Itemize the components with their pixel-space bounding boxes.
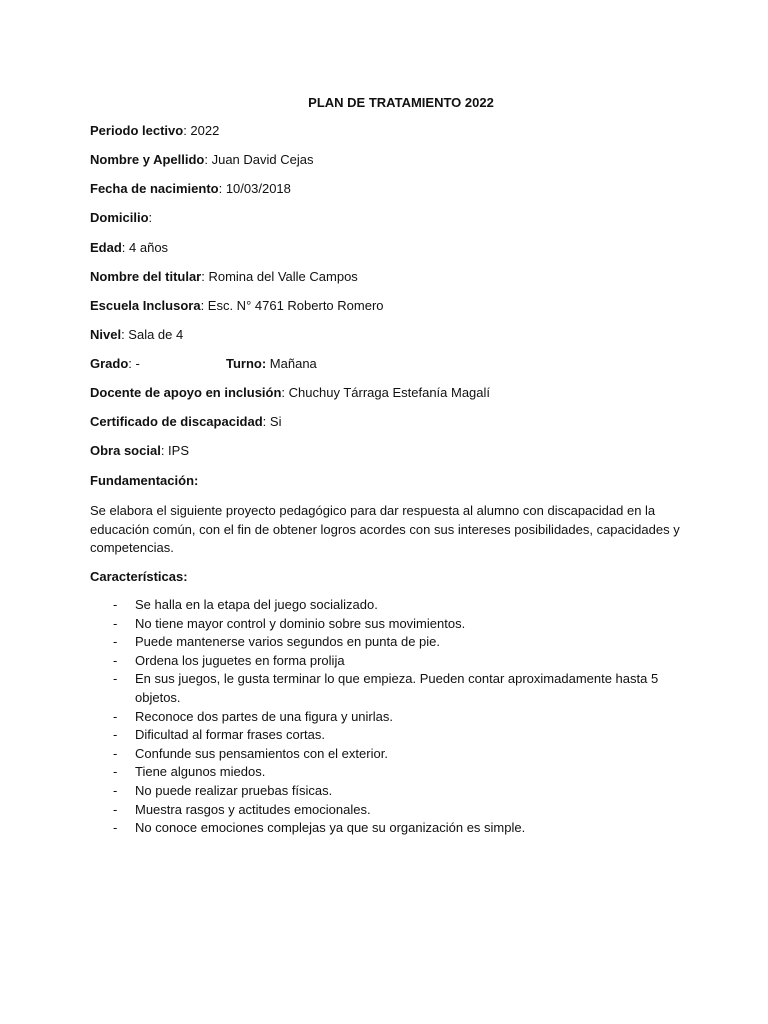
list-item — [90, 633, 680, 652]
field-label: Obra social — [90, 443, 161, 458]
dash-bullet: - — [113, 745, 118, 761]
field-label: Turno: — [226, 356, 267, 371]
fundamentacion-heading: Fundamentación: — [90, 473, 199, 488]
field-label: Nivel — [90, 327, 122, 342]
field-value: : — [148, 210, 153, 225]
dash-bullet: - — [113, 615, 118, 631]
caracteristicas-heading: Características: — [90, 569, 188, 584]
field-label: Docente de apoyo en inclusión — [90, 385, 282, 400]
field-turno — [226, 356, 317, 372]
field-grado — [90, 356, 140, 372]
field-docente-apoyo — [90, 385, 490, 401]
field-label: Grado — [90, 356, 129, 371]
list-item-text: Tiene algunos miedos. — [135, 764, 266, 780]
dash-bullet: - — [113, 708, 118, 724]
field-fecha-nacimiento — [90, 181, 291, 197]
field-label: Nombre del titular — [90, 269, 202, 284]
field-label: Periodo lectivo — [90, 123, 184, 138]
field-nivel — [90, 327, 183, 343]
field-value: : Si — [262, 414, 282, 429]
field-label: Edad — [90, 240, 122, 255]
list-item — [90, 726, 680, 745]
list-item-text: No conoce emociones complejas ya que su organización es simple. — [135, 820, 526, 836]
field-edad — [90, 240, 168, 256]
field-label: Domicilio — [90, 210, 149, 225]
field-value: : Sala de 4 — [121, 327, 184, 342]
list-item — [90, 782, 680, 801]
field-value: : 10/03/2018 — [218, 181, 291, 196]
document-title: PLAN DE TRATAMIENTO 2022 — [308, 95, 494, 110]
dash-bullet: - — [113, 801, 118, 817]
list-item — [90, 708, 680, 727]
list-item — [90, 763, 680, 782]
list-item — [90, 596, 680, 615]
field-value: : 2022 — [183, 123, 220, 138]
list-item-text: Puede mantenerse varios segundos en punta de pie. — [135, 634, 440, 650]
list-item-text: Dificultad al formar frases cortas. — [135, 727, 326, 743]
dash-bullet: - — [113, 727, 118, 743]
field-value: : Esc. N° 4761 Roberto Romero — [200, 298, 384, 313]
list-item — [90, 670, 680, 707]
list-item — [90, 819, 680, 838]
dash-bullet: - — [113, 820, 118, 836]
list-item-text: No tiene mayor control y dominio sobre sus movimientos. — [135, 615, 466, 631]
field-domicilio — [90, 210, 152, 226]
fundamentacion-text: Se elabora el siguiente proyecto pedagógico para dar respuesta al alumno con discapacidad en la educación común, con el fin de obtener logros acordes con sus intereses posibilidades, capacidades y competencias. — [90, 503, 680, 555]
list-item-text: Se halla en la etapa del juego socializado. — [135, 597, 378, 612]
list-item-text: Confunde sus pensamientos con el exterior. — [135, 745, 388, 761]
list-item — [90, 801, 680, 820]
list-item-text: Reconoce dos partes de una figura y unirlas. — [135, 708, 393, 724]
list-item — [90, 652, 680, 671]
dash-bullet: - — [113, 671, 118, 687]
list-item-text: Muestra rasgos y actitudes emocionales. — [135, 801, 371, 817]
field-nombre-apellido — [90, 152, 314, 168]
field-value: : Chuchuy Tárraga Estefanía Magalí — [281, 385, 491, 400]
field-value: Mañana — [266, 356, 317, 371]
field-obra-social — [90, 443, 189, 459]
list-item — [90, 745, 680, 764]
field-value: : Juan David Cejas — [204, 152, 314, 167]
dash-bullet: - — [113, 634, 118, 650]
field-label: Escuela Inclusora — [90, 298, 201, 313]
field-label: Fecha de nacimiento — [90, 181, 219, 196]
dash-bullet: - — [113, 652, 118, 668]
caracteristicas-list — [90, 596, 680, 838]
field-escuela-inclusora — [90, 298, 384, 314]
field-value: : Romina del Valle Campos — [201, 269, 358, 284]
list-item-text: Ordena los juguetes en forma prolija — [135, 652, 345, 668]
field-value: : IPS — [160, 443, 189, 458]
field-certificado-discapacidad — [90, 414, 281, 430]
dash-bullet: - — [113, 764, 118, 780]
field-label: Certificado de discapacidad — [90, 414, 263, 429]
list-item — [90, 615, 680, 634]
list-item-text: En sus juegos, le gusta terminar lo que empieza. Pueden contar aproximadamente hasta 5 objetos. — [135, 671, 659, 705]
list-item-text: No puede realizar pruebas físicas. — [135, 782, 333, 798]
dash-bullet: - — [113, 597, 118, 612]
field-periodo-lectivo — [90, 123, 219, 139]
dash-bullet: - — [113, 782, 118, 798]
field-label: Nombre y Apellido — [90, 152, 205, 167]
field-value: : 4 años — [121, 240, 169, 255]
field-nombre-titular — [90, 269, 358, 285]
field-value: : - — [128, 356, 140, 371]
